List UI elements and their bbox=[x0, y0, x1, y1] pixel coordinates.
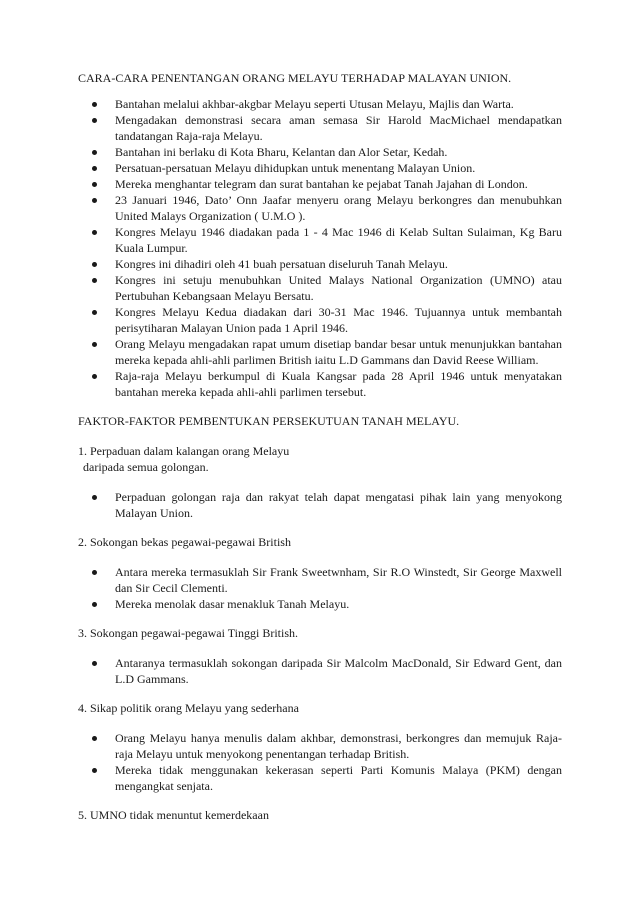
list-item: Persatuan-persatuan Melayu dihidupkan untuk menentang Malayan Union. bbox=[115, 160, 562, 176]
factor-1-bullet-list bbox=[78, 489, 562, 521]
factor-4-bullet-list bbox=[78, 730, 562, 794]
spacer bbox=[78, 521, 562, 534]
bullet-dot-icon bbox=[92, 262, 97, 267]
list-item: Bantahan melalui akhbar-akgbar Melayu seperti Utusan Melayu, Majlis dan Warta. bbox=[115, 96, 562, 112]
list-item: 23 Januari 1946, Dato’ Onn Jaafar menyeru orang Melayu berkongres dan menubuhkan United Malays Organization ( U.M.O ). bbox=[115, 192, 562, 224]
list-item: Mereka menghantar telegram dan surat bantahan ke pejabat Tanah Jajahan di London. bbox=[115, 176, 562, 192]
factor-1-title-continued: daripada semua golongan. bbox=[83, 460, 209, 474]
list-item: Raja-raja Melayu berkumpul di Kuala Kangsar pada 28 April 1946 untuk menyatakan bantahan mereka kepada ahli-ahli parlimen tersebut. bbox=[115, 368, 562, 400]
bullet-dot-icon bbox=[92, 102, 97, 107]
bullet-dot-icon bbox=[92, 661, 97, 666]
spacer bbox=[78, 400, 562, 413]
factor-2-title: 2. Sokongan bekas pegawai-pegawai British bbox=[78, 535, 291, 549]
spacer bbox=[78, 716, 562, 730]
spacer bbox=[78, 475, 562, 489]
bullet-dot-icon bbox=[92, 230, 97, 235]
document-page bbox=[78, 70, 562, 823]
spacer bbox=[78, 794, 562, 807]
bullet-dot-icon bbox=[92, 198, 97, 203]
list-item: Mereka menolak dasar menakluk Tanah Melayu. bbox=[115, 596, 562, 612]
spacer bbox=[78, 550, 562, 564]
factor-5-title: 5. UMNO tidak menuntut kemerdekaan bbox=[78, 808, 269, 822]
bullet-dot-icon bbox=[92, 570, 97, 575]
section-a-heading: CARA-CARA PENENTANGAN ORANG MELAYU TERHADAP MALAYAN UNION. bbox=[78, 71, 512, 85]
list-item: Perpaduan golongan raja dan rakyat telah dapat mengatasi pihak lain yang menyokong Malayan Union. bbox=[115, 489, 562, 521]
factor-3-title: 3. Sokongan pegawai-pegawai Tinggi British. bbox=[78, 626, 298, 640]
spacer bbox=[78, 641, 562, 655]
bullet-dot-icon bbox=[92, 118, 97, 123]
bullet-dot-icon bbox=[92, 374, 97, 379]
list-item: Antaranya termasuklah sokongan daripada Sir Malcolm MacDonald, Sir Edward Gent, dan L.D Gammans. bbox=[115, 655, 562, 687]
list-item: Bantahan ini berlaku di Kota Bharu, Kelantan dan Alor Setar, Kedah. bbox=[115, 144, 562, 160]
spacer bbox=[78, 429, 562, 443]
factor-1-title: 1. Perpaduan dalam kalangan orang Melayu bbox=[78, 444, 290, 458]
list-item: Mengadakan demonstrasi secara aman semasa Sir Harold MacMichael mendapatkan tandatangan Raja-raja Melayu. bbox=[115, 112, 562, 144]
list-item: Kongres Melayu 1946 diadakan pada 1 - 4 Mac 1946 di Kelab Sultan Sulaiman, Kg Baru Kuala Lumpur. bbox=[115, 224, 562, 256]
section-a-bullet-list bbox=[78, 96, 562, 400]
factor-3-bullet-list bbox=[78, 655, 562, 687]
list-item: Kongres ini dihadiri oleh 41 buah persatuan diseluruh Tanah Melayu. bbox=[115, 256, 562, 272]
list-item: Orang Melayu mengadakan rapat umum disetiap bandar besar untuk menunjukkan bantahan mereka kepada ahli-ahli parlimen British iaitu L.D Gammans dan David Reese William. bbox=[115, 336, 562, 368]
list-item: Kongres ini setuju menubuhkan United Malays National Organization (UMNO) atau Pertubuhan Kebangsaan Melayu Bersatu. bbox=[115, 272, 562, 304]
list-item: Kongres Melayu Kedua diadakan dari 30-31 Mac 1946. Tujuannya untuk membantah perisytiharan Malayan Union pada 1 April 1946. bbox=[115, 304, 562, 336]
bullet-dot-icon bbox=[92, 602, 97, 607]
factor-4-title: 4. Sikap politik orang Melayu yang sederhana bbox=[78, 701, 299, 715]
bullet-dot-icon bbox=[92, 342, 97, 347]
bullet-dot-icon bbox=[92, 736, 97, 741]
spacer bbox=[78, 612, 562, 625]
bullet-dot-icon bbox=[92, 310, 97, 315]
bullet-dot-icon bbox=[92, 166, 97, 171]
spacer bbox=[78, 687, 562, 700]
factor-2-bullet-list bbox=[78, 564, 562, 612]
bullet-dot-icon bbox=[92, 150, 97, 155]
bullet-dot-icon bbox=[92, 182, 97, 187]
list-item: Orang Melayu hanya menulis dalam akhbar, demonstrasi, berkongres dan memujuk Raja-raja Melayu untuk menyokong penentangan terhadap British. bbox=[115, 730, 562, 762]
bullet-dot-icon bbox=[92, 768, 97, 773]
list-item: Mereka tidak menggunakan kekerasan seperti Parti Komunis Malaya (PKM) dengan mengangkat senjata. bbox=[115, 762, 562, 794]
section-b-heading: FAKTOR-FAKTOR PEMBENTUKAN PERSEKUTUAN TANAH MELAYU. bbox=[78, 414, 460, 428]
bullet-dot-icon bbox=[92, 495, 97, 500]
bullet-dot-icon bbox=[92, 278, 97, 283]
list-item: Antara mereka termasuklah Sir Frank Sweetwnham, Sir R.O Winstedt, Sir George Maxwell dan Sir Cecil Clementi. bbox=[115, 564, 562, 596]
